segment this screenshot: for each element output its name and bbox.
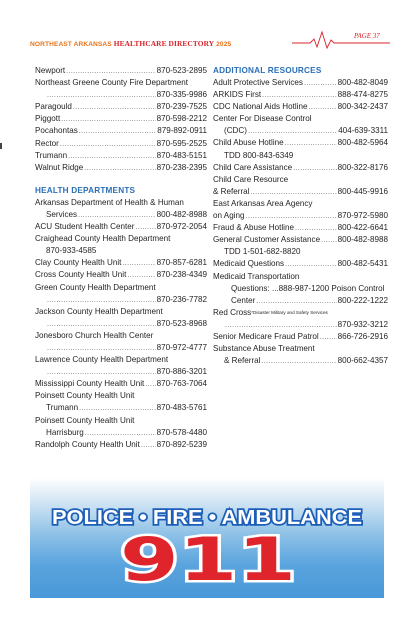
phone-number: 870-483-5151 — [156, 150, 207, 160]
entry-name: CDC National Aids Hotline — [213, 102, 308, 112]
entry-name: Cross County Health Unit — [35, 270, 127, 280]
directory-entry — [35, 77, 207, 89]
entry-name: Jackson County Health Department — [35, 306, 163, 316]
dot-leader — [127, 270, 155, 282]
entry-name: Arkansas Department of Health & Human — [35, 197, 184, 207]
directory-entry — [35, 257, 207, 269]
title-accent: HEALTHCARE DIRECTORY — [113, 39, 215, 48]
entry-name: Newport — [35, 66, 66, 75]
dot-leader — [285, 138, 337, 150]
phone-number: 870-236-7782 — [156, 294, 207, 304]
phone-number: 870-932-3212 — [337, 319, 388, 329]
entry-name: 870-933-4585 — [46, 246, 97, 256]
entry-name: on Aging — [213, 211, 245, 221]
phone-number: 870-972-5980 — [337, 211, 388, 221]
phone-number: 870-886-3201 — [156, 367, 207, 377]
health-departments-heading: HEALTH DEPARTMENTS — [35, 185, 136, 195]
entry-name: Mississippi County Health Unit — [35, 379, 145, 389]
dot-leader — [79, 126, 156, 138]
directory-entry — [213, 234, 388, 246]
directory-entry — [35, 415, 207, 427]
phone-number: 879-892-0911 — [157, 126, 207, 136]
additional-resources-list — [213, 77, 388, 367]
dot-leader — [256, 296, 336, 308]
phone-number: 870-763-7064 — [156, 379, 207, 389]
entry-name: Child Care Resource — [213, 174, 289, 184]
directory-title — [30, 39, 231, 48]
page-number: PAGE 37 — [354, 32, 380, 40]
directory-entry — [35, 221, 207, 233]
entry-name: Child Care Assistance — [213, 162, 293, 172]
entry-name: General Customer Assistance — [213, 235, 321, 245]
phone-number: 870-578-4480 — [156, 427, 207, 437]
dot-leader — [79, 403, 156, 415]
directory-entry — [35, 366, 207, 378]
entry-name: Northeast Greene County Fire Department — [35, 78, 188, 88]
dot-leader — [73, 102, 156, 114]
emergency-banner — [30, 478, 384, 598]
police-fire-ambulance-text: POLICE • FIRE • AMBULANCE — [52, 506, 362, 529]
phone-number: 870-239-7525 — [156, 102, 207, 112]
phone-number: 870-238-4349 — [156, 270, 207, 280]
phone-number: 800-342-2437 — [337, 102, 388, 112]
entry-name: Center — [231, 295, 256, 305]
entry-name: Red Cross — [213, 307, 252, 317]
dot-leader — [145, 379, 155, 391]
phone-number: 870-238-2395 — [156, 162, 207, 172]
directory-entry — [35, 330, 207, 342]
directory-entry — [213, 246, 388, 258]
entry-name: Paragould — [35, 102, 72, 112]
emergency-banner-graphic — [30, 478, 384, 598]
right-column — [213, 65, 388, 367]
directory-entry — [213, 331, 388, 343]
directory-entry — [35, 101, 207, 113]
entry-name: & Referral — [224, 356, 261, 366]
phone-number: 866-726-2916 — [337, 331, 388, 341]
directory-entry — [35, 138, 207, 150]
entry-name: Trumann — [46, 403, 79, 413]
directory-entry — [213, 113, 388, 125]
directory-entry — [213, 125, 388, 137]
entry-name: Walnut Ridge — [35, 162, 84, 172]
directory-entry — [213, 198, 388, 210]
directory-entry — [35, 233, 207, 245]
entry-name: Medicaid Questions — [213, 259, 285, 269]
directory-entry — [213, 295, 388, 307]
directory-entry — [213, 222, 388, 234]
directory-entry — [35, 65, 207, 77]
directory-entry — [213, 137, 388, 149]
entry-name: Clay County Health Unit — [35, 258, 122, 268]
directory-entry — [213, 319, 388, 331]
phone-number: 800-445-9916 — [337, 186, 388, 196]
entry-name: Craighead County Health Department — [35, 234, 171, 244]
directory-entry — [35, 427, 207, 439]
entry-note: *Disaster Military and Safety Services — [251, 309, 328, 315]
directory-entry — [213, 77, 388, 89]
directory-entry — [35, 318, 207, 330]
phone-number: 870-523-8968 — [156, 318, 207, 328]
page-header — [30, 30, 390, 50]
dot-leader — [308, 102, 336, 114]
entry-name: ARKIDS First — [213, 90, 262, 100]
left-column — [35, 65, 207, 451]
entry-name: Green County Health Department — [35, 282, 156, 292]
dot-leader — [141, 440, 156, 452]
directory-entry — [35, 294, 207, 306]
title-year: 2025 — [214, 41, 232, 48]
directory-entry — [35, 282, 207, 294]
directory-entry — [35, 197, 207, 209]
entry-name: TDD 800-843-6349 — [224, 150, 294, 160]
entry-name: Adult Protective Services — [213, 78, 303, 87]
phone-number: 870-972-2054 — [156, 222, 207, 232]
phone-number: 800-662-4357 — [337, 356, 388, 366]
phone-number: 870-598-2212 — [156, 114, 207, 124]
directory-entry — [213, 162, 388, 174]
directory-entry — [213, 174, 388, 186]
phone-number: 870-972-4777 — [156, 342, 207, 352]
dot-leader — [122, 258, 155, 270]
phone-number: 800-482-8988 — [337, 235, 388, 245]
phone-number: 800-482-8988 — [156, 209, 207, 219]
directory-entry — [35, 439, 207, 451]
health-departments-list — [35, 197, 207, 451]
phone-number: 870-595-2525 — [156, 138, 207, 148]
phone-number: 800-482-5431 — [337, 259, 388, 269]
phone-number: 888-474-8275 — [337, 90, 388, 100]
entry-name: Rector — [35, 138, 59, 148]
entry-name: Center For Disease Control — [213, 114, 312, 124]
directory-entry — [35, 402, 207, 414]
entry-name: Harrisburg — [46, 427, 84, 437]
directory-entry — [213, 186, 388, 198]
emergency-number-911: 911 — [120, 525, 296, 595]
entry-name: & Referral — [213, 186, 250, 196]
directory-entry — [35, 125, 207, 137]
entry-name: ACU Student Health Center — [35, 222, 135, 232]
directory-entry — [213, 150, 388, 162]
entry-name: Fraud & Abuse Hotline — [213, 223, 294, 233]
directory-entry — [213, 258, 388, 270]
phone-number: 800-482-8049 — [337, 78, 388, 87]
phone-number: 800-322-8176 — [337, 162, 388, 172]
entry-name: Child Abuse Hotline — [213, 138, 284, 148]
directory-entry — [35, 209, 207, 221]
entry-name: Trumann — [35, 150, 68, 160]
phone-number: 870-523-2895 — [156, 66, 207, 75]
entry-name: (CDC) — [224, 126, 247, 136]
entry-name: Medicaid Transportation — [213, 271, 300, 281]
entry-name: Piggott — [35, 114, 61, 124]
directory-entry — [213, 283, 388, 295]
entry-name: Services — [46, 209, 78, 219]
phone-number: 870-335-9986 — [156, 90, 207, 100]
dot-leader — [320, 332, 337, 344]
directory-entry — [213, 343, 388, 355]
directory-entry — [213, 210, 388, 222]
dot-leader — [84, 163, 155, 175]
title-prefix: NORTHEAST ARKANSAS — [30, 41, 114, 48]
left-rows — [35, 65, 207, 174]
directory-entry — [35, 89, 207, 101]
entry-name: Lawrence County Health Department — [35, 355, 169, 365]
directory-entry — [35, 390, 207, 402]
dot-leader — [47, 295, 156, 307]
phone-number: 404-639-3311 — [338, 126, 388, 136]
dot-leader — [285, 259, 337, 271]
phone-number: 800-482-5964 — [337, 138, 388, 148]
entry-name: Pocahontas — [35, 126, 78, 136]
additional-resources-heading: ADDITIONAL RESOURCES — [213, 66, 322, 75]
phone-number: 800-222-1222 — [337, 295, 388, 305]
dot-leader — [293, 163, 336, 175]
directory-entry — [213, 307, 388, 319]
entry-name: East Arkansas Area Agency — [213, 198, 313, 208]
directory-entry — [35, 354, 207, 366]
margin-mark — [0, 143, 2, 149]
dot-leader — [321, 235, 337, 247]
entry-name: Substance Abuse Treatment — [213, 344, 315, 354]
entry-name: Questions: ...888-987-1200 Poison Control — [231, 283, 385, 293]
directory-entry — [213, 355, 388, 367]
directory-entry — [35, 378, 207, 390]
phone-number: 870-892-5239 — [156, 439, 207, 449]
directory-entry — [35, 150, 207, 162]
directory-entry — [35, 306, 207, 318]
directory-entry — [213, 271, 388, 283]
phone-number: 800-422-6641 — [337, 223, 388, 233]
entry-name: Randolph County Health Unit — [35, 439, 140, 449]
directory-entry — [35, 113, 207, 125]
dot-leader — [60, 139, 156, 151]
directory-entry — [35, 245, 207, 257]
directory-entry — [35, 162, 207, 174]
phone-number: 870-483-5761 — [156, 403, 207, 413]
entry-name: Poinsett County Health Unit — [35, 391, 135, 401]
dot-leader — [261, 356, 336, 368]
entry-name: TDD 1-501-682-8820 — [224, 247, 301, 257]
directory-entry — [35, 342, 207, 354]
directory-entry — [35, 269, 207, 281]
directory-entry — [213, 89, 388, 101]
entry-name: Jonesboro Church Health Center — [35, 330, 154, 340]
entry-name: Poinsett County Health Unit — [35, 415, 135, 425]
entry-name: Senior Medicare Fraud Patrol — [213, 331, 319, 341]
directory-entry — [213, 101, 388, 113]
dot-leader — [304, 78, 337, 90]
phone-number: 870-857-6281 — [156, 258, 207, 268]
